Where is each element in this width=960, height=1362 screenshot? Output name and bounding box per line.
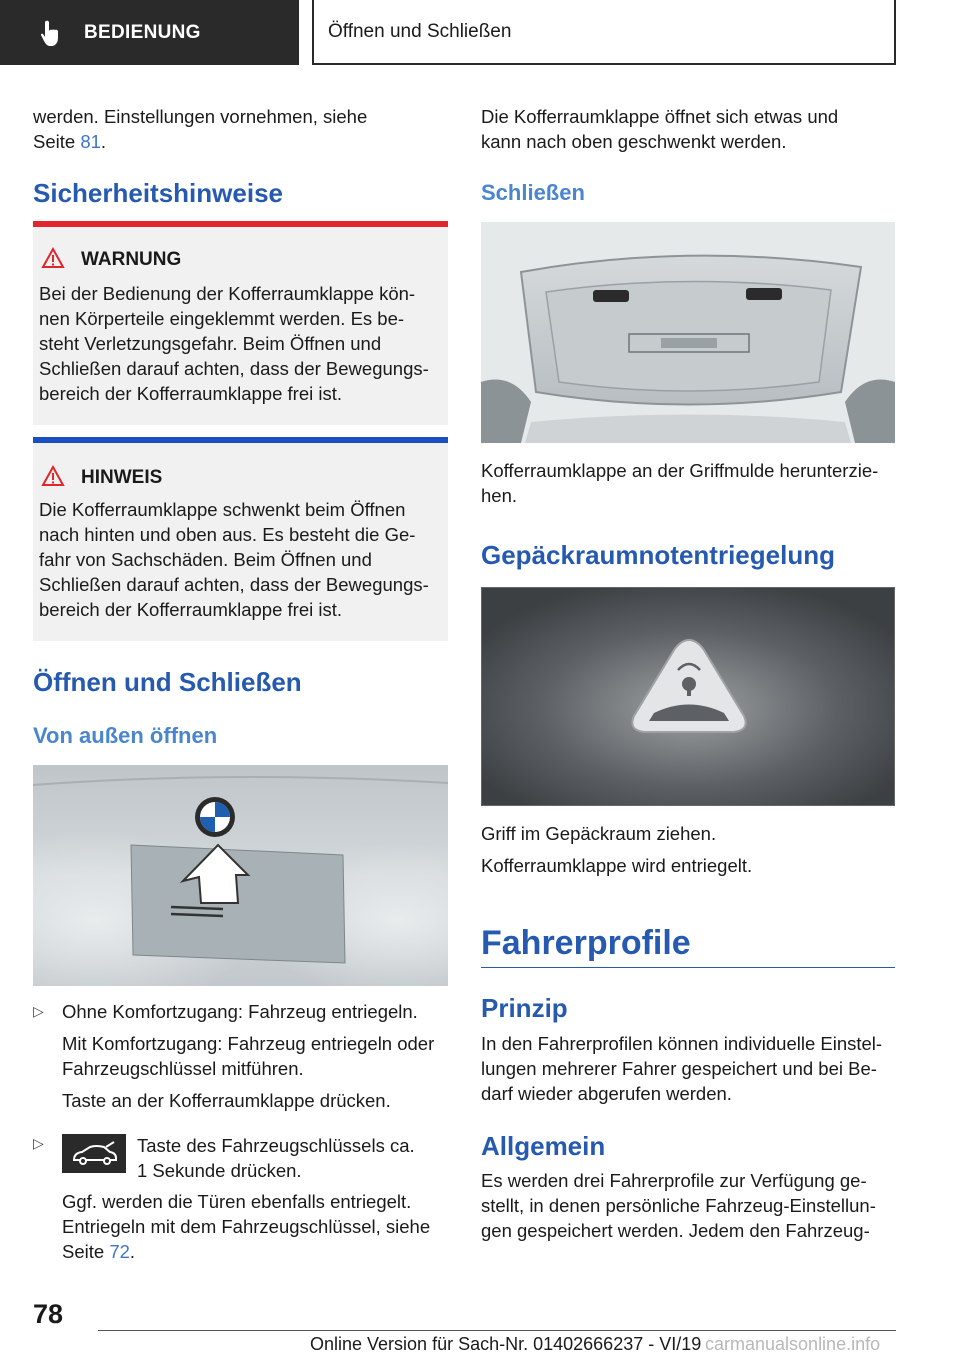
page-number: 78 <box>33 1299 64 1329</box>
section-header <box>312 0 896 65</box>
warning-triangle-icon <box>41 247 65 269</box>
close-heading: Schließen <box>481 180 585 205</box>
footer-rule <box>98 1330 896 1331</box>
chapter-tab <box>0 0 299 65</box>
trunk-lid-inner-illustration <box>481 222 895 443</box>
profiles-rule <box>481 967 895 968</box>
warning-box <box>33 221 448 425</box>
page-link-72[interactable]: 72 <box>109 1241 130 1262</box>
principle-line: darf wieder abgerufen werden. <box>481 1083 732 1104</box>
notice-line: bereich der Kofferraumklappe frei ist. <box>39 599 343 620</box>
bullet-marker: ▷ <box>33 1135 44 1151</box>
general-line: Es werden drei Fahrerprofile zur Verfügung ge- <box>481 1170 867 1191</box>
general-line: stellt, in denen persönliche Fahrzeug-Einstellun- <box>481 1195 876 1216</box>
notice-text <box>39 497 444 622</box>
close-line-2: hen. <box>481 485 518 506</box>
notice-bar <box>33 437 448 443</box>
outside-heading: Von außen öffnen <box>33 723 218 748</box>
warning-line: Bei der Bedienung der Kofferraumklappe kön- <box>39 283 416 304</box>
chapter-label: BEDIENUNG <box>84 21 201 43</box>
warning-title: WARNUNG <box>81 249 182 270</box>
notice-line: Die Kofferraumklappe schwenkt beim Öffnen <box>39 499 406 520</box>
emergency-line-2: Kofferraumklappe wird entriegelt. <box>481 855 753 876</box>
bullet2-line1: Taste des Fahrzeugschlüssels ca. <box>137 1135 415 1156</box>
bullet1-line4: Taste an der Kofferraumklappe drücken. <box>62 1090 391 1111</box>
hand-pointer-icon <box>40 20 62 46</box>
warning-line: nen Körperteile eingeklemmt werden. Es be- <box>39 308 405 329</box>
notice-line: nach hinten und oben aus. Es besteht die Ge- <box>39 524 416 545</box>
bullet2-line4: Entriegeln mit dem Fahrzeugschlüssel, siehe <box>62 1216 431 1237</box>
notice-triangle-icon <box>41 465 65 487</box>
safety-heading: Sicherheitshinweise <box>33 178 283 208</box>
profiles-heading: Fahrerprofile <box>481 924 691 962</box>
watermark: carmanualsonline.info <box>705 1334 881 1354</box>
right-intro-line-2: kann nach oben geschwenkt werden. <box>481 131 787 152</box>
notice-line: fahr von Sachschäden. Beim Öffnen und <box>39 549 372 570</box>
close-line-1: Kofferraumklappe an der Griffmulde herunterzie- <box>481 460 879 481</box>
online-version-text: Online Version für Sach-Nr. 01402666237 - VI/19 <box>310 1334 702 1354</box>
emergency-line-1: Griff im Gepäckraum ziehen. <box>481 823 717 844</box>
page-link-81[interactable]: 81 <box>80 131 101 152</box>
bullet-marker: ▷ <box>33 1003 44 1019</box>
bullet1-line2: Mit Komfortzugang: Fahrzeug entriegeln oder <box>62 1033 435 1054</box>
principle-heading: Prinzip <box>481 993 568 1023</box>
intro-line-2-end: . <box>100 131 107 152</box>
bullet2-line5-end: . <box>129 1241 136 1262</box>
emergency-release-illustration <box>481 587 895 806</box>
open-close-heading: Öffnen und Schließen <box>33 667 302 697</box>
general-heading: Allgemein <box>481 1131 606 1161</box>
emergency-heading: Gepäckraumnotentriegelung <box>481 540 835 570</box>
section-title: Öffnen und Schließen <box>328 20 512 42</box>
bullet2-line3: Ggf. werden die Türen ebenfalls entriegelt. <box>62 1191 412 1212</box>
notice-line: Schließen darauf achten, dass der Bewegungs- <box>39 574 429 595</box>
notice-title: HINWEIS <box>81 467 163 488</box>
warning-line: steht Verletzungsgefahr. Beim Öffnen und <box>39 333 382 354</box>
bullet2-line2: 1 Sekunde drücken. <box>137 1160 302 1181</box>
warning-line: bereich der Kofferraumklappe frei ist. <box>39 383 343 404</box>
bullet2-line5-text: Seite <box>62 1241 110 1262</box>
intro-line-2-text: Seite <box>33 131 81 152</box>
right-intro-line-1: Die Kofferraumklappe öffnet sich etwas und <box>481 106 839 127</box>
warning-text <box>39 281 444 406</box>
intro-line-1: werden. Einstellungen vornehmen, siehe <box>33 106 368 127</box>
principle-line: In den Fahrerprofilen können individuelle Einstel- <box>481 1033 883 1054</box>
car-key-button-icon <box>62 1134 126 1173</box>
bullet1-line3: Fahrzeugschlüssel mitführen. <box>62 1058 304 1079</box>
general-line: gen gespeichert werden. Jedem den Fahrzeug- <box>481 1220 870 1241</box>
intro-line-2 <box>33 129 106 154</box>
principle-line: lungen mehrerer Fahrer gespeichert und bei Be- <box>481 1058 877 1079</box>
notice-box <box>33 437 448 641</box>
warning-bar <box>33 221 448 227</box>
warning-line: Schließen darauf achten, dass der Bewegungs- <box>39 358 429 379</box>
trunk-open-illustration <box>33 765 448 986</box>
bullet2-line5 <box>62 1239 135 1264</box>
bullet1-line1: Ohne Komfortzugang: Fahrzeug entriegeln. <box>62 1001 418 1022</box>
